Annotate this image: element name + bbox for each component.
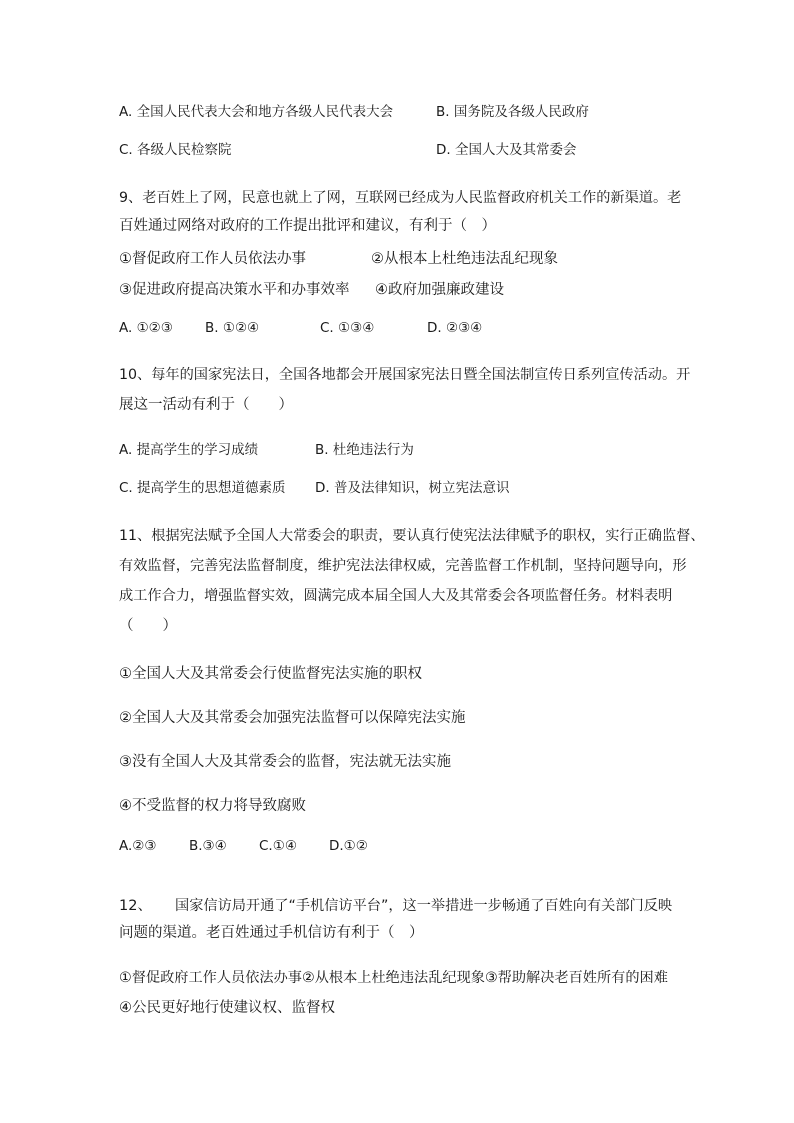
q11-stem-line-1: 11、根据宪法赋予全国人大常委会的职责，要认真行使宪法法律赋予的职权，实行正确监督、 — [119, 528, 705, 544]
q10-stem-line-1: 10、每年的国家宪法日，全国各地都会开展国家宪法日暨全国法制宣传日系列宣传活动。开 — [119, 367, 691, 383]
q12-number: 12、 — [119, 898, 152, 914]
q12-items-line-2: ④公民更好地行使建议权、监督权 — [119, 1000, 335, 1016]
q9-item-1: ①督促政府工作人员依法办事 — [119, 251, 306, 267]
q10-option-a: A. 提高学生的学习成绩 — [119, 442, 259, 458]
q9-item-2: ②从根本上杜绝违法乱纪现象 — [371, 251, 558, 267]
q11-stem-line-2: 有效监督，完善宪法监督制度，维护宪法法律权威，完善监督工作机制，坚持问题导向，形 — [119, 558, 687, 574]
q11-option-c: C.①④ — [259, 838, 297, 854]
q8-option-d: D. 全国人大及其常委会 — [436, 142, 577, 158]
q10-option-d: D. 普及法律知识，树立宪法意识 — [315, 480, 510, 496]
q10-option-b: B. 杜绝违法行为 — [315, 442, 414, 458]
q10-option-c: C. 提高学生的思想道德素质 — [119, 480, 286, 496]
q11-stem-line-4: （ ） — [119, 618, 177, 634]
q11-item-1: ①全国人大及其常委会行使监督宪法实施的职权 — [119, 666, 422, 682]
q8-option-b: B. 国务院及各级人民政府 — [436, 104, 589, 120]
q9-item-4: ④政府加强廉政建设 — [375, 282, 504, 298]
q11-item-2: ②全国人大及其常委会加强宪法监督可以保障宪法实施 — [119, 710, 466, 726]
q12-stem-line-2: 问题的渠道。老百姓通过手机信访有利于（ ） — [119, 925, 424, 941]
q9-option-c: C. ①③④ — [320, 320, 375, 336]
q11-stem-line-3: 成工作合力，增强监督实效，圆满完成本届全国人大及其常委会各项监督任务。材料表明 — [119, 588, 673, 604]
q11-item-3: ③没有全国人大及其常委会的监督，宪法就无法实施 — [119, 754, 451, 770]
q8-option-a: A. 全国人民代表大会和地方各级人民代表大会 — [119, 104, 394, 120]
q9-option-b: B. ①②④ — [205, 320, 260, 336]
q9-item-3: ③促进政府提高决策水平和办事效率 — [119, 282, 350, 298]
q11-item-4: ④不受监督的权力将导致腐败 — [119, 798, 306, 814]
q11-option-a: A.②③ — [119, 838, 157, 854]
q9-option-a: A. ①②③ — [119, 320, 173, 336]
q9-stem-line-1: 9、老百姓上了网，民意也就上了网，互联网已经成为人民监督政府机关工作的新渠道。老 — [119, 190, 682, 206]
q9-stem-line-2: 百姓通过网络对政府的工作提出批评和建议，有利于（ ） — [119, 218, 496, 234]
q12-items-line-1: ①督促政府工作人员依法办事②从根本上杜绝违法乱纪现象③帮助解决老百姓所有的困难 — [119, 970, 668, 986]
q11-option-d: D.①② — [329, 838, 368, 854]
q8-option-c: C. 各级人民检察院 — [119, 142, 232, 158]
q11-option-b: B.③④ — [189, 838, 227, 854]
q10-stem-line-2: 展这一活动有利于（ ） — [119, 397, 293, 413]
q12-stem-line-1: 国家信访局开通了“手机信访平台”，这一举措进一步畅通了百姓向有关部门反映 — [175, 898, 673, 914]
q9-option-d: D. ②③④ — [427, 320, 483, 336]
